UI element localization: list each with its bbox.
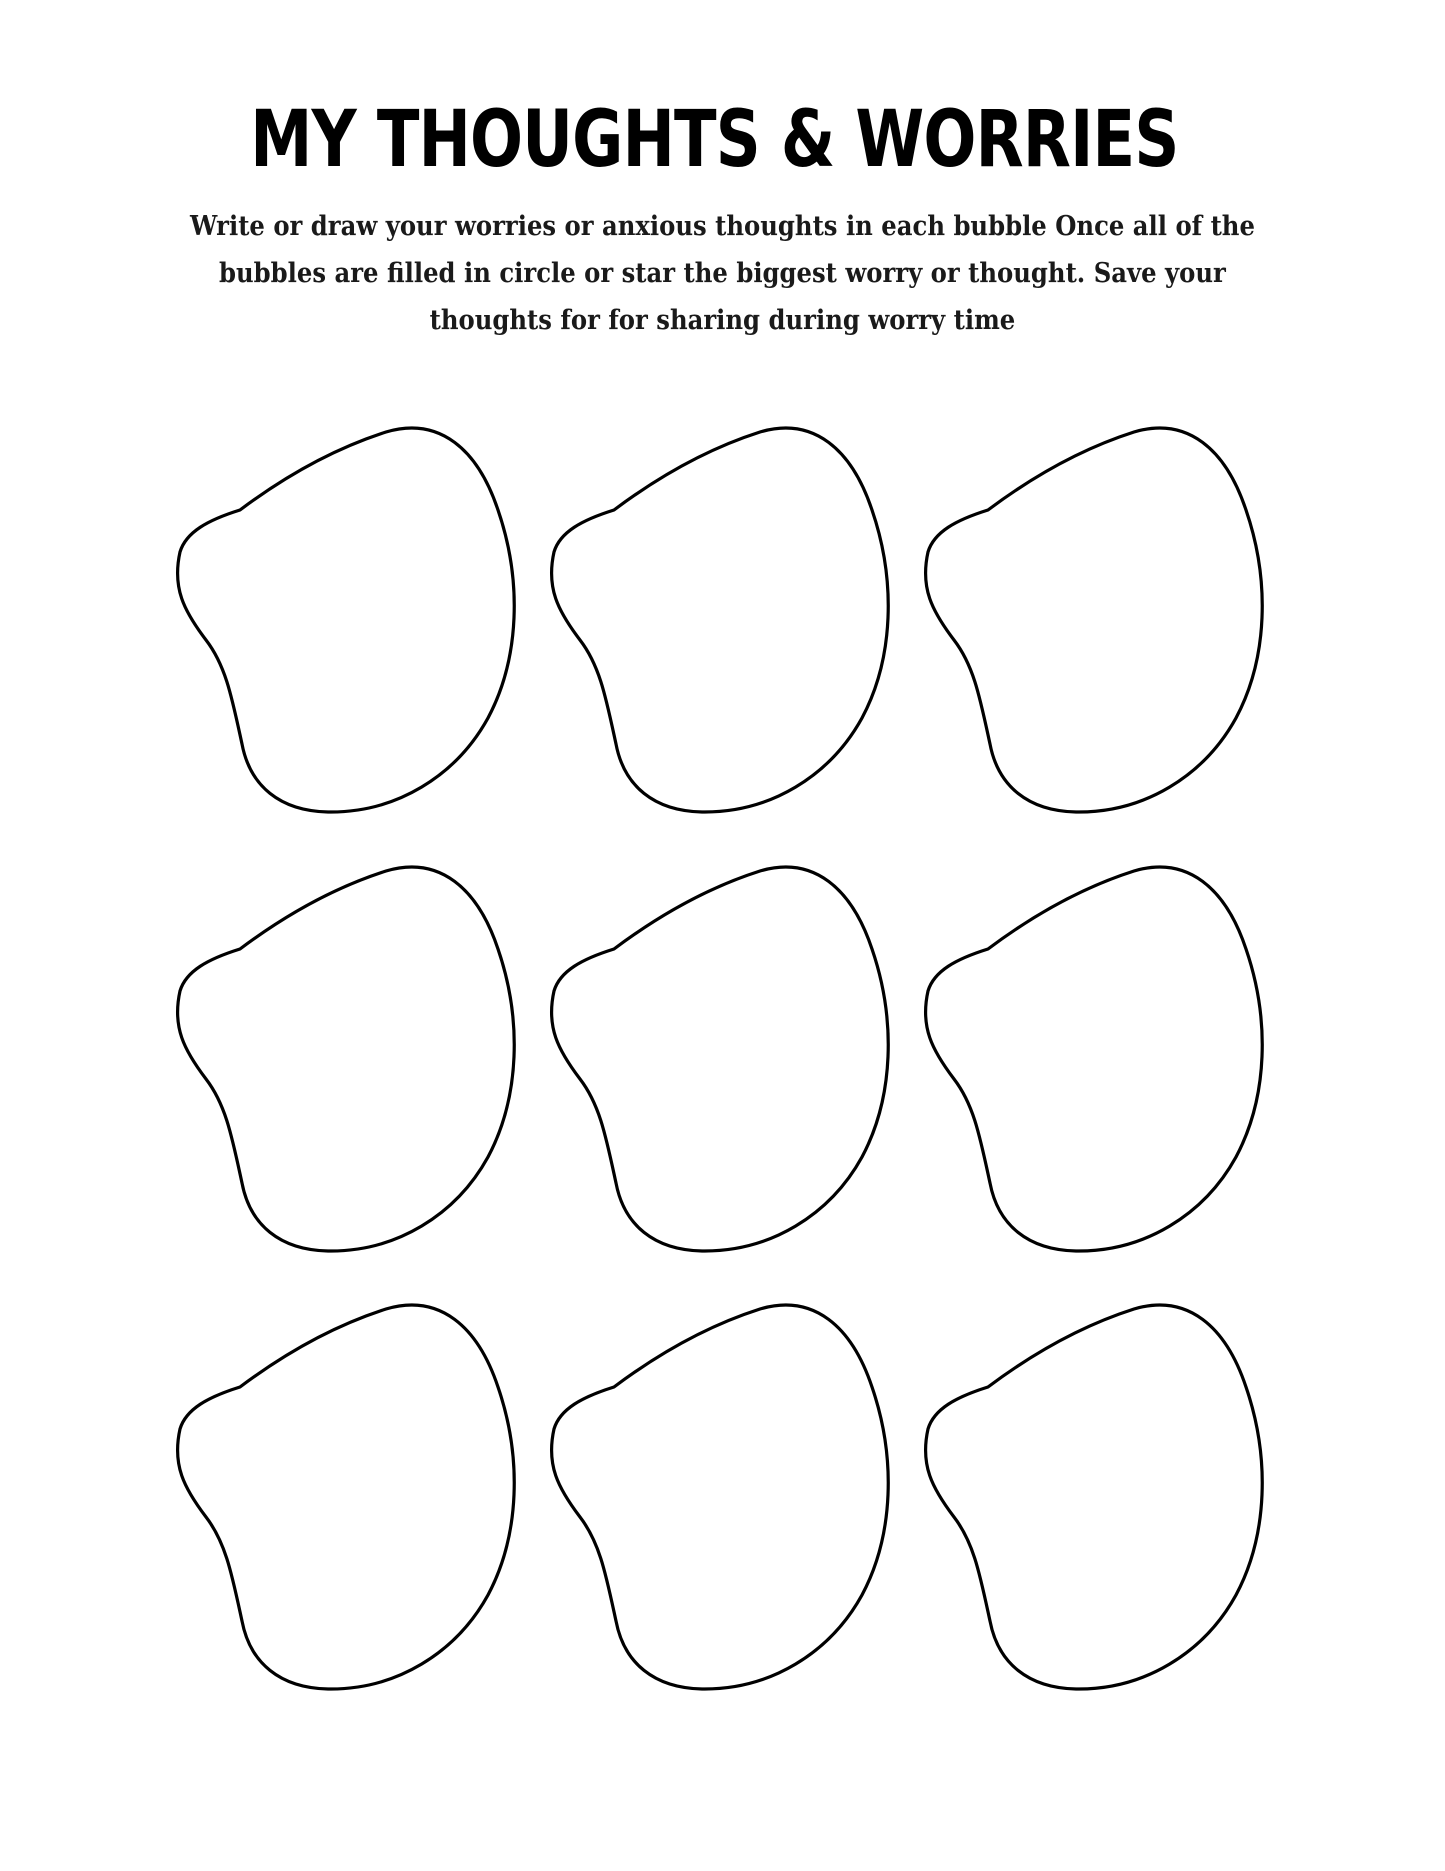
worry-bubble-outline [552, 867, 889, 1251]
worry-bubble-1[interactable] [178, 428, 515, 812]
worry-bubble-outline [926, 1305, 1263, 1689]
worry-bubble-outline [178, 867, 515, 1251]
page-title: MY THOUGHTS & WORRIES [250, 95, 1179, 185]
instructions-text: Write or draw your worries or anxious thoughts in each bubble Once all of the bubbles are filled in circle or star the biggest worry or thought. Save your thoughts for for sharing during worry time [189, 211, 1255, 336]
worry-bubble-outline [552, 428, 889, 812]
worry-bubble-outline [178, 1305, 515, 1689]
worry-bubble-outline [926, 428, 1263, 812]
worry-bubble-outline [178, 428, 515, 812]
worry-bubble-8[interactable] [552, 1305, 889, 1689]
worry-bubble-3[interactable] [926, 428, 1263, 812]
worry-bubble-outline [926, 867, 1263, 1251]
worry-bubble-5[interactable] [552, 867, 889, 1251]
worry-bubble-4[interactable] [178, 867, 515, 1251]
worry-bubble-2[interactable] [552, 428, 889, 812]
worry-bubble-7[interactable] [178, 1305, 515, 1689]
worry-bubble-9[interactable] [926, 1305, 1263, 1689]
worry-bubble-6[interactable] [926, 867, 1263, 1251]
worry-bubble-outline [552, 1305, 889, 1689]
